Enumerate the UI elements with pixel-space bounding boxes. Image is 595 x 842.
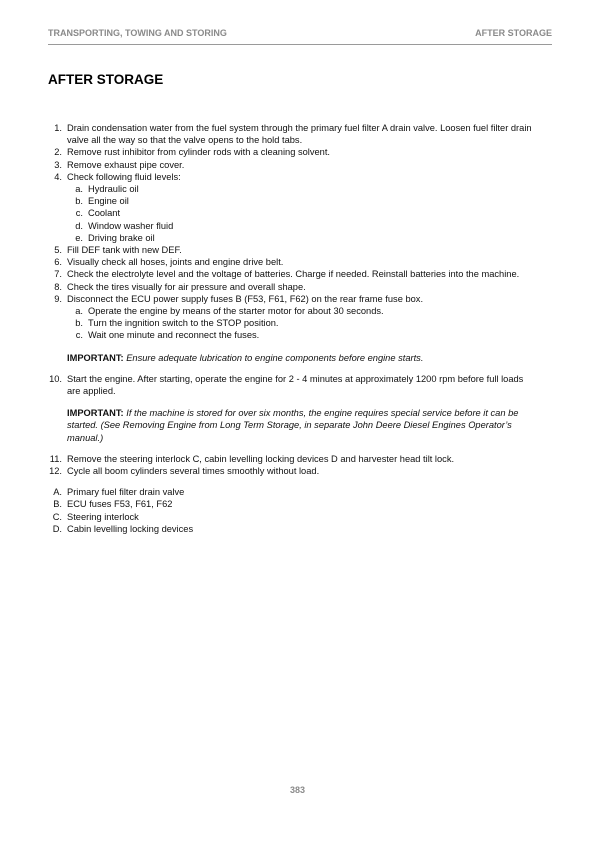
- step-text: Disconnect the ECU power supply fuses B (F53, F61, F62) on the rear frame fuse box.: [67, 293, 424, 304]
- legend-letter: D.: [52, 523, 62, 534]
- step-4: [48, 171, 538, 183]
- spacer: [48, 477, 538, 486]
- step-number: 3.: [54, 159, 62, 170]
- note-label: IMPORTANT:: [67, 352, 124, 363]
- substep-letter: d.: [75, 220, 83, 231]
- legend-item-d: [48, 523, 538, 535]
- step-number: 8.: [54, 281, 62, 292]
- substep-text: Turn the ingnition switch to the STOP position.: [88, 318, 279, 329]
- step-11: [48, 453, 538, 465]
- step-number: 10.: [49, 373, 62, 384]
- step-text: Visually check all hoses, joints and engine drive belt.: [67, 257, 284, 268]
- legend-item-c: [48, 511, 538, 523]
- step-number: 2.: [54, 147, 62, 158]
- important-note-long-storage: [48, 407, 538, 444]
- step-number: 5.: [54, 245, 62, 256]
- procedure-content: [48, 122, 538, 535]
- step-10: [48, 373, 538, 397]
- legend-letter: C.: [52, 511, 62, 522]
- legend-item-b: [48, 498, 538, 510]
- step-number: 7.: [54, 269, 62, 280]
- step-5: [48, 244, 538, 256]
- step-6: [48, 256, 538, 268]
- legend-item-a: [48, 486, 538, 498]
- step-number: 11.: [49, 453, 62, 464]
- substep-letter: b.: [75, 196, 83, 207]
- step-3: [48, 159, 538, 171]
- page-title: AFTER STORAGE: [48, 72, 164, 87]
- step-8: [48, 281, 538, 293]
- important-note-lubrication: [48, 352, 538, 364]
- header-divider: [48, 44, 552, 45]
- substep-9c: [48, 329, 538, 341]
- note-text: Ensure adequate lubrication to engine components before engine starts.: [126, 352, 424, 363]
- substep-4a: [48, 183, 538, 195]
- substep-4c: [48, 207, 538, 219]
- substep-4d: [48, 220, 538, 232]
- legend-text: Steering interlock: [67, 511, 139, 522]
- step-text: Remove rust inhibitor from cylinder rods with a cleaning solvent.: [67, 147, 331, 158]
- legend-letter: B.: [53, 499, 62, 510]
- substep-letter: e.: [75, 232, 83, 243]
- step-number: 4.: [54, 171, 62, 182]
- substep-4e: [48, 232, 538, 244]
- step-text: Cycle all boom cylinders several times smoothly without load.: [67, 466, 320, 477]
- step-1: [48, 122, 538, 146]
- step-2: [48, 146, 538, 158]
- legend-text: ECU fuses F53, F61, F62: [67, 499, 173, 510]
- legend-text: Cabin levelling locking devices: [67, 523, 194, 534]
- step-text: Check the tires visually for air pressure and overall shape.: [67, 281, 306, 292]
- legend-text: Primary fuel filter drain valve: [67, 487, 185, 498]
- step-9: [48, 293, 538, 305]
- substep-4b: [48, 195, 538, 207]
- legend-letter: A.: [53, 487, 62, 498]
- substep-text: Engine oil: [88, 196, 129, 207]
- note-label: IMPORTANT:: [67, 408, 124, 419]
- step-7: [48, 268, 538, 280]
- step-12: [48, 465, 538, 477]
- substep-text: Window washer fluid: [88, 220, 174, 231]
- substep-letter: a.: [75, 306, 83, 317]
- step-number: 6.: [54, 257, 62, 268]
- substep-letter: a.: [75, 184, 83, 195]
- step-text: Drain condensation water from the fuel system through the primary fuel filter A drain valve. Loosen fuel filter drain valve all the way so that the valve opens to the hold tabs.: [67, 123, 532, 146]
- step-text: Check following fluid levels:: [67, 171, 181, 182]
- page-number: 383: [289, 785, 306, 795]
- page-header: [48, 28, 552, 42]
- substep-text: Driving brake oil: [88, 232, 155, 243]
- substep-letter: c.: [75, 330, 83, 341]
- substep-text: Wait one minute and reconnect the fuses.: [88, 330, 260, 341]
- substep-text: Coolant: [88, 208, 121, 219]
- header-section-title: TRANSPORTING, TOWING AND STORING: [48, 28, 227, 38]
- note-text: If the machine is stored for over six months, the engine requires special service before it can be started. (See Removing Engine from Long Term Storage, in separate John Deere Diesel Engines Operator’s manual.): [67, 408, 519, 443]
- header-page-topic: AFTER STORAGE: [475, 28, 552, 38]
- step-text: Check the electrolyte level and the voltage of batteries. Charge if needed. Reinstall batteries into the machine.: [67, 269, 520, 280]
- step-number: 1.: [54, 123, 62, 133]
- substep-text: Hydraulic oil: [88, 184, 139, 195]
- step-text: Fill DEF tank with new DEF.: [67, 245, 182, 256]
- substep-text: Operate the engine by means of the starter motor for about 30 seconds.: [88, 306, 384, 317]
- substep-letter: b.: [75, 318, 83, 329]
- step-number: 12.: [49, 466, 62, 477]
- substep-9a: [48, 305, 538, 317]
- step-text: Remove exhaust pipe cover.: [67, 159, 185, 170]
- substep-9b: [48, 317, 538, 329]
- step-text: Start the engine. After starting, operate the engine for 2 - 4 minutes at approximately 1200 rpm before full loads are applied.: [67, 373, 524, 397]
- step-number: 9.: [54, 293, 62, 304]
- step-text: Remove the steering interlock C, cabin levelling locking devices D and harvester head tilt lock.: [67, 453, 455, 464]
- substep-letter: c.: [75, 208, 83, 219]
